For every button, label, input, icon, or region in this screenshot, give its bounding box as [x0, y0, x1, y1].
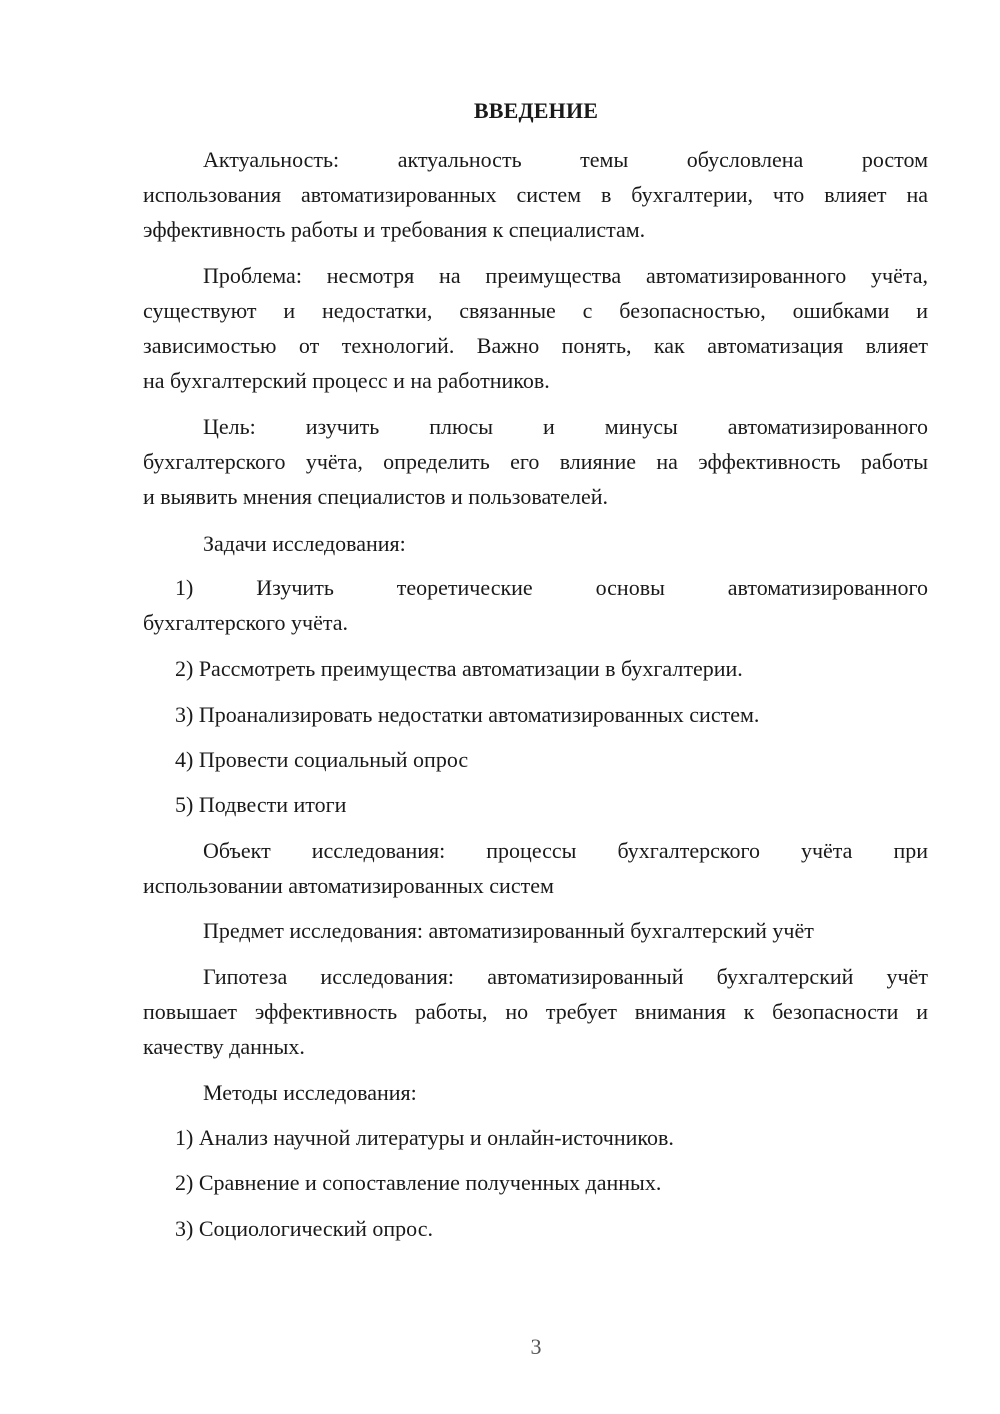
paragraph-line: повышает эффективность работы, но требует внимания к безопасности и — [143, 999, 928, 1024]
section-heading: ВВЕДЕНИЕ — [473, 98, 599, 123]
paragraph-line: Проблема: несмотря на преимущества автоматизированного учёта, — [203, 263, 928, 288]
paragraph-line: бухгалтерского учёта, определить его влияние на эффективность работы — [143, 449, 928, 474]
methods-title: Методы исследования: — [203, 1080, 417, 1105]
paragraph-line: Актуальность: актуальность темы обусловлена ростом — [203, 147, 928, 172]
tasks-title: Задачи исследования: — [203, 531, 406, 556]
paragraph-line: эффективность работы и требования к специалистам. — [143, 217, 646, 242]
paragraph-line: Объект исследования: процессы бухгалтерского учёта при — [203, 838, 928, 863]
paragraph-line: зависимостью от технологий. Важно понять, как автоматизация влияет — [143, 333, 928, 358]
task-item-4: 4) Провести социальный опрос — [175, 747, 469, 772]
task-item-3: 3) Проанализировать недостатки автоматизированных систем. — [175, 702, 760, 727]
task-item-1 — [175, 570, 928, 605]
paragraph-goal — [143, 409, 928, 514]
task-item-1-continuation: бухгалтерского учёта. — [143, 610, 348, 635]
paragraph-line: использовании автоматизированных систем — [143, 873, 554, 898]
method-item-2: 2) Сравнение и сопоставление полученных данных. — [175, 1170, 662, 1195]
page-number: 3 — [530, 1334, 542, 1359]
method-item-3: 3) Социологический опрос. — [175, 1216, 433, 1241]
paragraph-line: на бухгалтерский процесс и на работников. — [143, 368, 550, 393]
paragraph-line: Цель: изучить плюсы и минусы автоматизированного — [203, 414, 928, 439]
paragraph-line: и выявить мнения специалистов и пользователей. — [143, 484, 609, 509]
method-item-1: 1) Анализ научной литературы и онлайн-источников. — [175, 1125, 674, 1150]
paragraph-object — [143, 833, 928, 903]
paragraph-actuality — [143, 142, 928, 247]
paragraph-hypothesis — [143, 959, 928, 1064]
task-item-5: 5) Подвести итоги — [175, 792, 347, 817]
task-item-2: 2) Рассмотреть преимущества автоматизации в бухгалтерии. — [175, 656, 743, 681]
task-item-line: 1) Изучить теоретические основы автоматизированного — [175, 575, 928, 600]
paragraph-subject: Предмет исследования: автоматизированный бухгалтерский учёт — [203, 918, 814, 943]
paragraph-line: существуют и недостатки, связанные с безопасностью, ошибками и — [143, 298, 928, 323]
paragraph-line: Гипотеза исследования: автоматизированный бухгалтерский учёт — [203, 964, 928, 989]
paragraph-problem — [143, 258, 928, 398]
paragraph-line: использования автоматизированных систем в бухгалтерии, что влияет на — [143, 182, 928, 207]
paragraph-line: качеству данных. — [143, 1034, 305, 1059]
